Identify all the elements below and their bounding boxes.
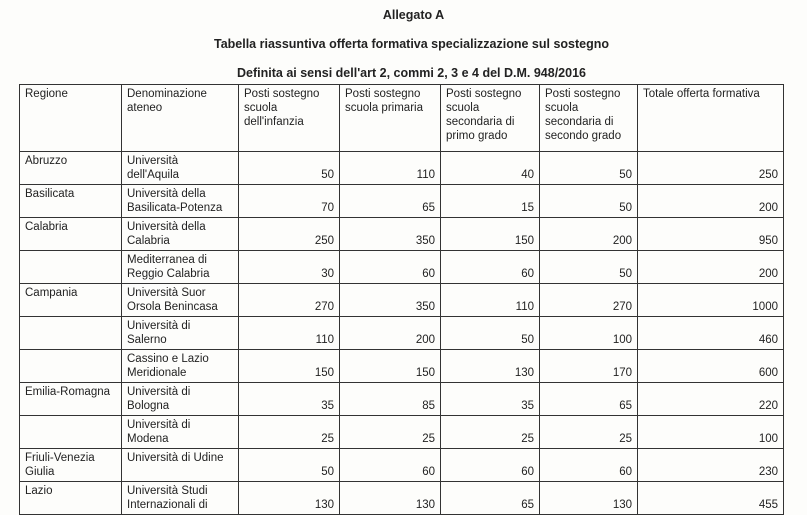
cell-totale: 460 — [638, 317, 784, 350]
cell-totale: 220 — [638, 383, 784, 416]
cell-ateneo: Università Suor Orsola Benincasa — [122, 284, 239, 317]
cell-secondaria-secondo: 65 — [540, 383, 638, 416]
cell-totale: 950 — [638, 218, 784, 251]
cell-primaria: 65 — [340, 185, 441, 218]
cell-primaria: 110 — [340, 152, 441, 185]
cell-primaria: 60 — [340, 251, 441, 284]
cell-totale: 200 — [638, 251, 784, 284]
cell-infanzia: 50 — [239, 152, 340, 185]
cell-primaria: 200 — [340, 317, 441, 350]
offerta-formativa-table — [19, 84, 784, 515]
cell-ateneo: Cassino e Lazio Meridionale — [122, 350, 239, 383]
cell-primaria: 85 — [340, 383, 441, 416]
cell-totale: 230 — [638, 449, 784, 482]
cell-infanzia: 25 — [239, 416, 340, 449]
cell-ateneo: Università di Modena — [122, 416, 239, 449]
column-header-ateneo: Denominazione ateneo — [122, 85, 239, 152]
cell-secondaria-primo: 110 — [441, 284, 540, 317]
cell-ateneo: Università di Udine — [122, 449, 239, 482]
cell-ateneo: Università di Salerno — [122, 317, 239, 350]
cell-ateneo: Università della Calabria — [122, 218, 239, 251]
cell-regione: Emilia-Romagna — [20, 383, 122, 416]
table-row — [20, 383, 784, 416]
table-row — [20, 284, 784, 317]
cell-secondaria-primo: 65 — [441, 482, 540, 515]
cell-secondaria-secondo: 25 — [540, 416, 638, 449]
cell-secondaria-secondo: 200 — [540, 218, 638, 251]
cell-secondaria-primo: 35 — [441, 383, 540, 416]
cell-secondaria-primo: 50 — [441, 317, 540, 350]
cell-secondaria-secondo: 130 — [540, 482, 638, 515]
cell-primaria: 350 — [340, 284, 441, 317]
cell-secondaria-primo: 130 — [441, 350, 540, 383]
table-row — [20, 251, 784, 284]
column-header-infanzia: Posti sostegno scuola dell'infanzia — [239, 85, 340, 152]
cell-totale: 455 — [638, 482, 784, 515]
table-row — [20, 152, 784, 185]
cell-regione: Calabria — [20, 218, 122, 251]
cell-totale: 600 — [638, 350, 784, 383]
cell-secondaria-secondo: 50 — [540, 251, 638, 284]
cell-secondaria-secondo: 170 — [540, 350, 638, 383]
cell-totale: 250 — [638, 152, 784, 185]
cell-infanzia: 270 — [239, 284, 340, 317]
cell-ateneo: Università Studi Internazionali di — [122, 482, 239, 515]
cell-secondaria-primo: 40 — [441, 152, 540, 185]
document-label: Allegato A — [382, 8, 445, 22]
column-header-secondaria-secondo: Posti sostegno scuola secondaria di secondo grado — [540, 85, 638, 152]
table-row — [20, 482, 784, 515]
column-header-primaria: Posti sostegno scuola primaria — [340, 85, 441, 152]
cell-infanzia: 130 — [239, 482, 340, 515]
cell-infanzia: 250 — [239, 218, 340, 251]
cell-secondaria-secondo: 100 — [540, 317, 638, 350]
cell-secondaria-primo: 25 — [441, 416, 540, 449]
cell-primaria: 350 — [340, 218, 441, 251]
cell-secondaria-secondo: 50 — [540, 185, 638, 218]
cell-regione — [20, 416, 122, 449]
cell-regione: Basilicata — [20, 185, 122, 218]
cell-infanzia: 30 — [239, 251, 340, 284]
column-header-totale: Totale offerta formativa — [638, 85, 784, 152]
cell-ateneo: Università della Basilicata-Potenza — [122, 185, 239, 218]
table-row — [20, 350, 784, 383]
cell-primaria: 130 — [340, 482, 441, 515]
column-header-regione: Regione — [20, 85, 122, 152]
cell-totale: 200 — [638, 185, 784, 218]
table-row — [20, 317, 784, 350]
table-row — [20, 416, 784, 449]
cell-infanzia: 50 — [239, 449, 340, 482]
cell-regione — [20, 251, 122, 284]
table-row — [20, 218, 784, 251]
cell-infanzia: 150 — [239, 350, 340, 383]
cell-regione — [20, 317, 122, 350]
document-title: Tabella riassuntiva offerta formativa specializzazione sul sostegno — [213, 37, 610, 51]
cell-primaria: 60 — [340, 449, 441, 482]
cell-secondaria-primo: 60 — [441, 251, 540, 284]
cell-secondaria-secondo: 60 — [540, 449, 638, 482]
cell-primaria: 150 — [340, 350, 441, 383]
document-subtitle: Definita ai sensi dell'art 2, commi 2, 3 e 4 del D.M. 948/2016 — [237, 66, 586, 80]
cell-ateneo: Università di Bologna — [122, 383, 239, 416]
cell-regione — [20, 350, 122, 383]
cell-infanzia: 110 — [239, 317, 340, 350]
cell-regione: Friuli-Venezia Giulia — [20, 449, 122, 482]
cell-totale: 1000 — [638, 284, 784, 317]
cell-totale: 100 — [638, 416, 784, 449]
cell-secondaria-primo: 15 — [441, 185, 540, 218]
cell-ateneo: Università dell'Aquila — [122, 152, 239, 185]
table-row — [20, 185, 784, 218]
table-body — [20, 152, 784, 515]
cell-regione: Abruzzo — [20, 152, 122, 185]
cell-secondaria-secondo: 270 — [540, 284, 638, 317]
cell-secondaria-secondo: 50 — [540, 152, 638, 185]
cell-infanzia: 35 — [239, 383, 340, 416]
cell-secondaria-primo: 60 — [441, 449, 540, 482]
cell-regione: Campania — [20, 284, 122, 317]
cell-ateneo: Mediterranea di Reggio Calabria — [122, 251, 239, 284]
cell-infanzia: 70 — [239, 185, 340, 218]
table-row — [20, 449, 784, 482]
cell-primaria: 25 — [340, 416, 441, 449]
cell-secondaria-primo: 150 — [441, 218, 540, 251]
table-header-row — [20, 85, 784, 152]
column-header-secondaria-primo: Posti sostegno scuola secondaria di primo grado — [441, 85, 540, 152]
cell-regione: Lazio — [20, 482, 122, 515]
